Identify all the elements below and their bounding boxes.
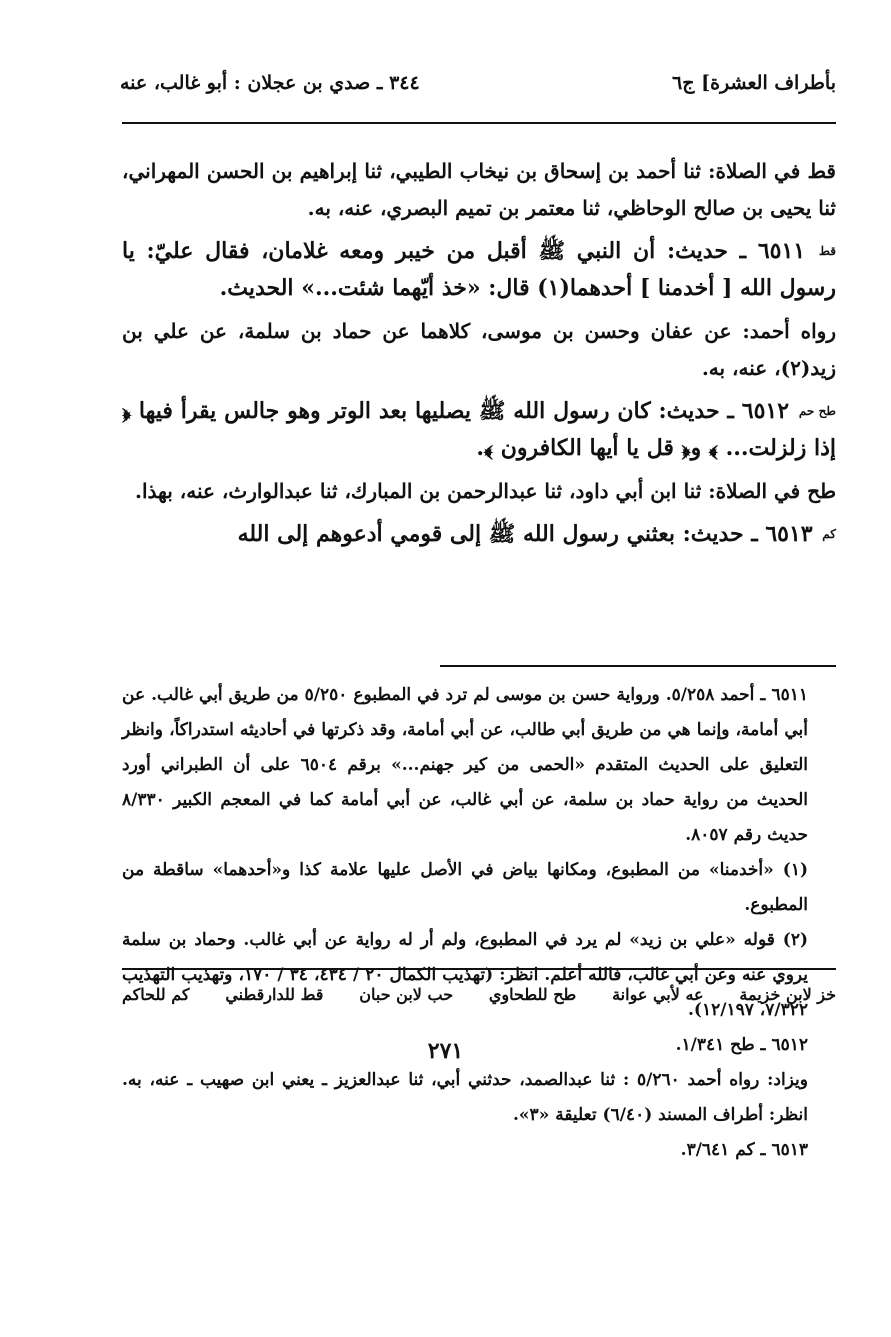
tahawi-paragraph: طح في الصلاة: ثنا ابن أبي داود، ثنا عبدالرحمن بن المبارك، ثنا عبدالوارث، عنه، بهذا. bbox=[135, 479, 836, 503]
footnote-6513: ٦٥١٣ ـ كم ٣/٦٤١. bbox=[680, 1140, 808, 1160]
page-number: ٢٧١ bbox=[427, 1038, 464, 1064]
footnote-6511: ٦٥١١ ـ أحمد ٥/٢٥٨. ورواية حسن بن موسى لم ترد في المطبوع ٥/٢٥٠ من طريق أبي غالب. عن أبي أمامة، وإنما هي من طريق أبي طالب، عن أبي أمامة، وقد ذكرتها في أحاديثه استدراكاً، وانظر التعليق على الحديث المتقدم «الحمى من كير جهنم...» برقم ٦٥٠٤ على أن الطبراني أورد الحديث من رواية حماد بن سلمة، عن أبي غالب، عن أبي أمامة كما في المعجم الكبير ٨/٣٣٠ حديث رقم ٨٠٥٧. bbox=[122, 685, 808, 845]
abbreviation: قط للدارقطني bbox=[225, 985, 324, 1004]
hadith-6512-text: ٦٥١٢ ـ حديث: كان رسول الله ﷺ يصليها بعد الوتر وهو جالس يقرأ فيها ﴿ إذا زلزلت... ﴾ و﴿ قل يا أيها الكافرون ﴾. bbox=[122, 398, 836, 461]
abbreviation: حب لابن حبان bbox=[359, 985, 454, 1004]
abbreviations-key bbox=[122, 985, 836, 1004]
footnote-rule bbox=[440, 665, 836, 667]
abbreviation: خز لابن خزيمة bbox=[739, 985, 836, 1004]
abbreviation: طح للطحاوي bbox=[488, 985, 577, 1004]
footnote-addition: ويزاد: رواه أحمد ٥/٢٦٠ : ثنا عبدالصمد، حدثني أبي، ثنا عبدالعزيز ـ يعني ابن صهيب ـ عنه، به. انظر: أطراف المسند (٦/٤٠) تعليقة «٣». bbox=[122, 1070, 809, 1125]
footnote-2: (٢) قوله «علي بن زيد» لم يرد في المطبوع، ولم أر له رواية عن أبي غالب. وحماد بن سلمة يروي عنه وعن أبي غالب، فالله أعلم. انظر: (تهذيب الكمال ٢٠ / ٤٣٤، ٣٤ / ١٧٠، وتهذيب التهذيب ٧/٣٢٢، ١٢/١٩٧). bbox=[122, 930, 809, 1020]
hadith-6512 bbox=[122, 393, 836, 467]
footnotes bbox=[122, 678, 836, 1168]
siglum-6513: كم bbox=[822, 527, 836, 541]
hadith-6513-text: ٦٥١٣ ـ حديث: بعثني رسول الله ﷺ إلى قومي أدعوهم إلى الله bbox=[237, 521, 813, 547]
main-text bbox=[122, 153, 836, 559]
chain-paragraph: قط في الصلاة: ثنا أحمد بن إسحاق بن نيخاب الطيبي، ثنا إبراهيم بن الحسن المهراني، ثنا يحيى بن صالح الوحاظي، ثنا معتمر بن تميم البصري، عنه، به. bbox=[122, 159, 836, 220]
siglum-6511: قط bbox=[818, 244, 836, 258]
hadith-6511-text: ٦٥١١ ـ حديث: أن النبي ﷺ أقبل من خيبر ومعه غلامان، فقال عليّ: يا رسول الله [ أخدمنا ] أحدهما(١) قال: «خذ أيّهما شئت...» الحديث. bbox=[122, 238, 836, 301]
narration-paragraph: رواه أحمد: عن عفان وحسن بن موسى، كلاهما عن حماد بن سلمة، عن علي بن زيد(٢)، عنه، به. bbox=[122, 319, 836, 380]
hadith-6511 bbox=[122, 233, 836, 307]
running-head bbox=[120, 72, 836, 94]
footnote-6512: ٦٥١٢ ـ طح ١/٣٤١. bbox=[675, 1035, 808, 1055]
abbreviations-rule bbox=[122, 968, 836, 970]
book-title: بأطراف العشرة] ج٦ bbox=[672, 72, 836, 94]
abbreviation: كم للحاكم bbox=[122, 985, 190, 1004]
abbreviation: عه لأبي عوانة bbox=[612, 985, 704, 1004]
footnote-1: (١) «أخدمنا» من المطبوع، ومكانها بياض في الأصل عليها علامة كذا و«أحدهما» ساقطة من المطبوع. bbox=[122, 860, 808, 915]
section-title: ٣٤٤ ـ صدي بن عجلان : أبو غالب، عنه bbox=[120, 72, 420, 94]
header-rule bbox=[122, 122, 836, 124]
siglum-6512: طح حم bbox=[798, 404, 836, 418]
hadith-6513 bbox=[122, 516, 836, 553]
